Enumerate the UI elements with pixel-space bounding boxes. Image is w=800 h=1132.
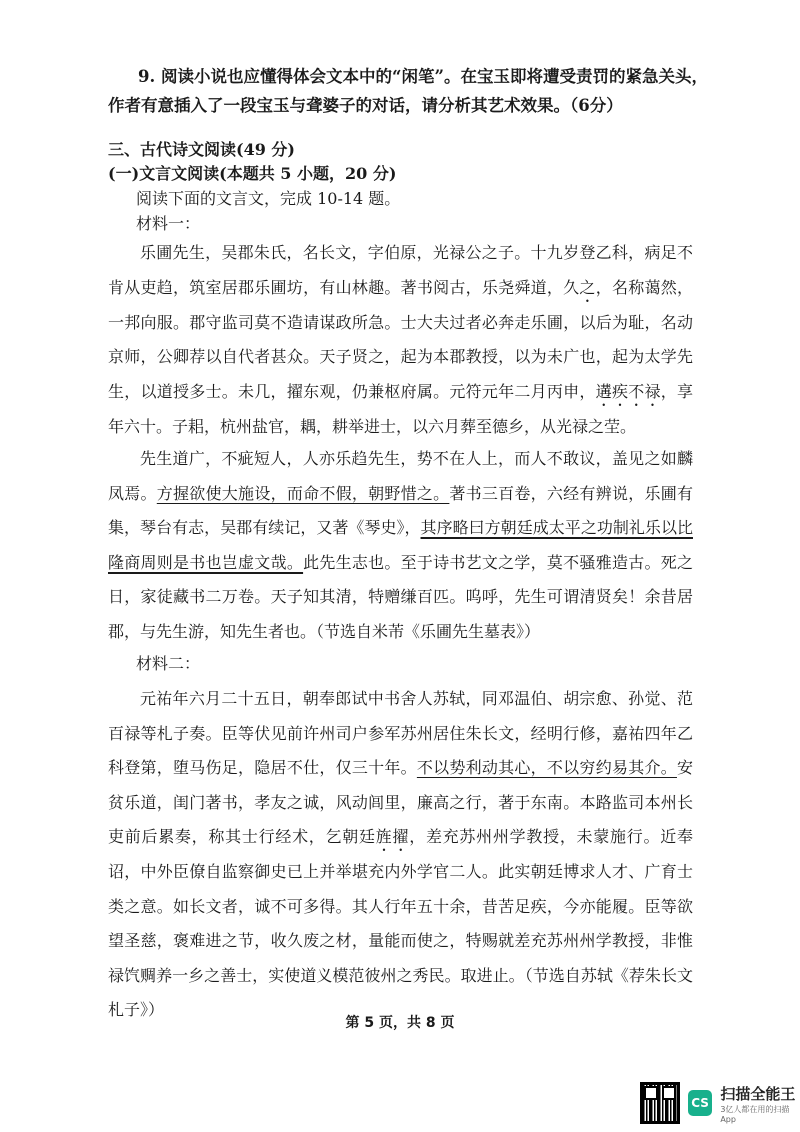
material1-paragraph2 (108, 442, 693, 649)
qr-code-icon (640, 1082, 680, 1124)
text-run: 先生道广，不疵短人，人亦乐趋先生，势不在人上，而人不敢议，盖见之如麟凤焉。 (108, 449, 693, 503)
instruction: 阅读下面的文言文，完成 10-14 题。 (136, 189, 401, 208)
brand-name: 扫描全能王 (720, 1084, 796, 1103)
text-run: 安贫乐道，闺门著书，孝友之诚，风动闾里，廉高之行，著于东南。本路监司本州长吏前后累奏，称其士行经术，乞朝廷 (108, 758, 693, 846)
text-run: ，名称蔼然，一邦向服。郡守监司莫不造请谋政所急。士大夫过者必奔走乐圃，以后为耻，名动京师，公卿荐以自代者甚众。天子贤之，起为本郡教授，以为未广也，起为太学先生，以道授多士。未几，擢东观，仍兼枢府属。元符元年二月丙申， (108, 277, 693, 401)
text-run: ，享年六十。子耜，杭州盐官，耦，耕举进士，以六月葬至德乡，从光禄之茔。 (108, 381, 693, 436)
scanner-watermark (640, 1082, 800, 1124)
camscanner-logo-icon: CS (688, 1090, 712, 1116)
underlined-sentence: 方握欲使大施设，而命不假，朝野惜之。 (156, 483, 450, 503)
subsection-title: (一)文言文阅读(本题共 5 小题，20 分) (108, 164, 397, 183)
underlined-unpunctuated-passage: 其序略曰方朝廷成太平之功制礼乐以比隆商周则是书也岂虚文哉。 (108, 518, 693, 572)
question-9-line2: 作者有意插入了一段宝玉与聋婆子的对话，请分析其艺术效果。（6分） (108, 96, 623, 115)
section-title: 三、古代诗文阅读(49 分) (108, 140, 295, 159)
scanner-brand (720, 1083, 800, 1124)
material2-paragraph (108, 682, 693, 1028)
material2-label: 材料二： (136, 654, 201, 673)
page-number: 第 5 页，共 8 页 (345, 1015, 455, 1031)
question-9-line1: 9. 阅读小说也应懂得体会文本中的“闲笔”。在宝玉即将遭受责罚的紧急关头， (138, 67, 708, 86)
text-run: 此先生志也。至于诗书艺文之学，莫不骚雅造古。死之日，家徒藏书二万卷。天子知其清，特赠缣百匹。呜呼，先生可谓清贤矣！余昔居郡，与先生游，知先生者也。（节选自米芾《乐圃先生墓表》） (108, 552, 693, 641)
material1-label: 材料一： (136, 214, 201, 233)
text-run: 著书三百卷，六经有辨说，乐圃有集，琴台有志，吴郡有续记，又著《琴史》， (108, 483, 693, 537)
emphasized-word: 旌擢 (375, 827, 410, 846)
material1-paragraph1 (108, 236, 693, 444)
text-run: ，差充苏州州学教授，未蒙施行。近奉诏，中外臣僚自监察御史已上并举堪充内外学官二人。此实朝廷博求人才、广育士类之意。如长文者，诚不可多得。其人行年五十余，昔苦足疾，今亦能履。臣等欲望圣慈，褒难进之节，收久废之材，量能而使之，特赐就差充苏州州学教授，非惟禄饩赒养一乡之善士，实使道义模范彼州之秀民。取进止。（节选自苏轼《荐朱长文札子》） (108, 827, 693, 1019)
emphasized-word: 之 (579, 277, 596, 297)
emphasized-phrase: 遘疾不禄 (595, 381, 661, 401)
question-9 (108, 62, 708, 120)
text-run: 乐圃先生，吴郡朱氏，名长文，字伯原，光禄公之子。十九岁登乙科，病足不肯从吏趋，筑室居郡乐圃坊，有山林趣。著书阅古，乐尧舜道，久 (108, 243, 693, 297)
underlined-sentence: 不以势利动其心，不以穷约易其介。 (416, 758, 677, 777)
brand-tagline: 3亿人都在用的扫描App (720, 1104, 790, 1124)
text-run: 元祐年六月二十五日，朝奉郎试中书舍人苏轼，同邓温伯、胡宗愈、孙觉、范百禄等札子奏。臣等伏见前许州司户参军苏州居住朱长文，经明行修，嘉祐四年乙科登第，堕马伤足，隐居不仕，仅三十年。 (108, 689, 693, 777)
